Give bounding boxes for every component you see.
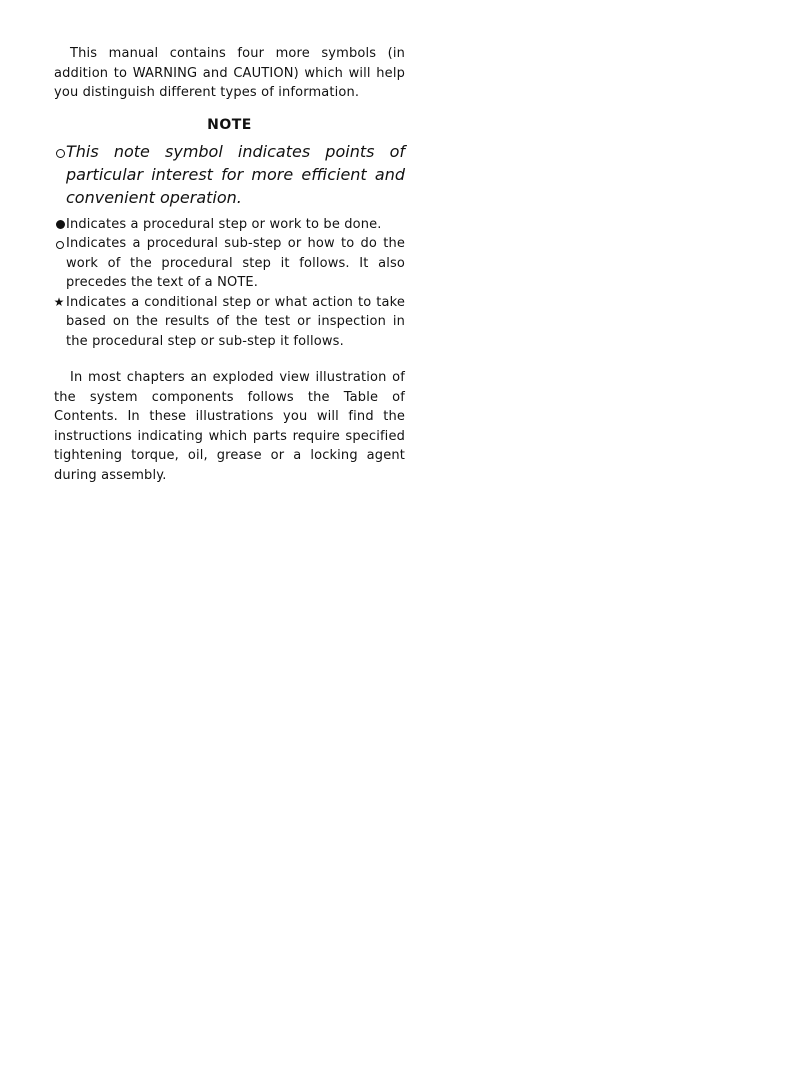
note-block (54, 140, 405, 209)
open-circle-icon (54, 140, 66, 158)
note-heading: NOTE (207, 116, 252, 133)
intro-paragraph: This manual contains four more symbols (in addition to WARNING and CAUTION) which will help you distinguish different types of information. (54, 46, 405, 100)
symbol-item-conditional (54, 293, 405, 352)
symbol-item-substep (54, 234, 405, 293)
symbol-item-text: Indicates a procedural step or work to be done. (66, 216, 382, 232)
text-column (54, 44, 405, 485)
closing-paragraph: In most chapters an exploded view illustration of the system components follows the Table of Contents. In these illustrations you will find the instructions indicating which parts require specified tightening torque, oil, grease or a locking agent during assembly. (54, 370, 405, 483)
symbol-item-step (54, 215, 405, 235)
star-icon: ★ (53, 294, 65, 309)
open-circle-icon (54, 234, 66, 249)
symbol-item-text: Indicates a procedural sub-step or how to do the work of the procedural step it follows. It also precedes the text of a NOTE. (66, 236, 405, 290)
symbol-item-text: Indicates a conditional step or what action to take based on the results of the test or inspection in the procedural step or sub-step it follows. (66, 294, 405, 349)
filled-circle-icon (54, 215, 66, 229)
note-text: This note symbol indicates points of particular interest for more efficient and convenient operation. (66, 141, 405, 207)
